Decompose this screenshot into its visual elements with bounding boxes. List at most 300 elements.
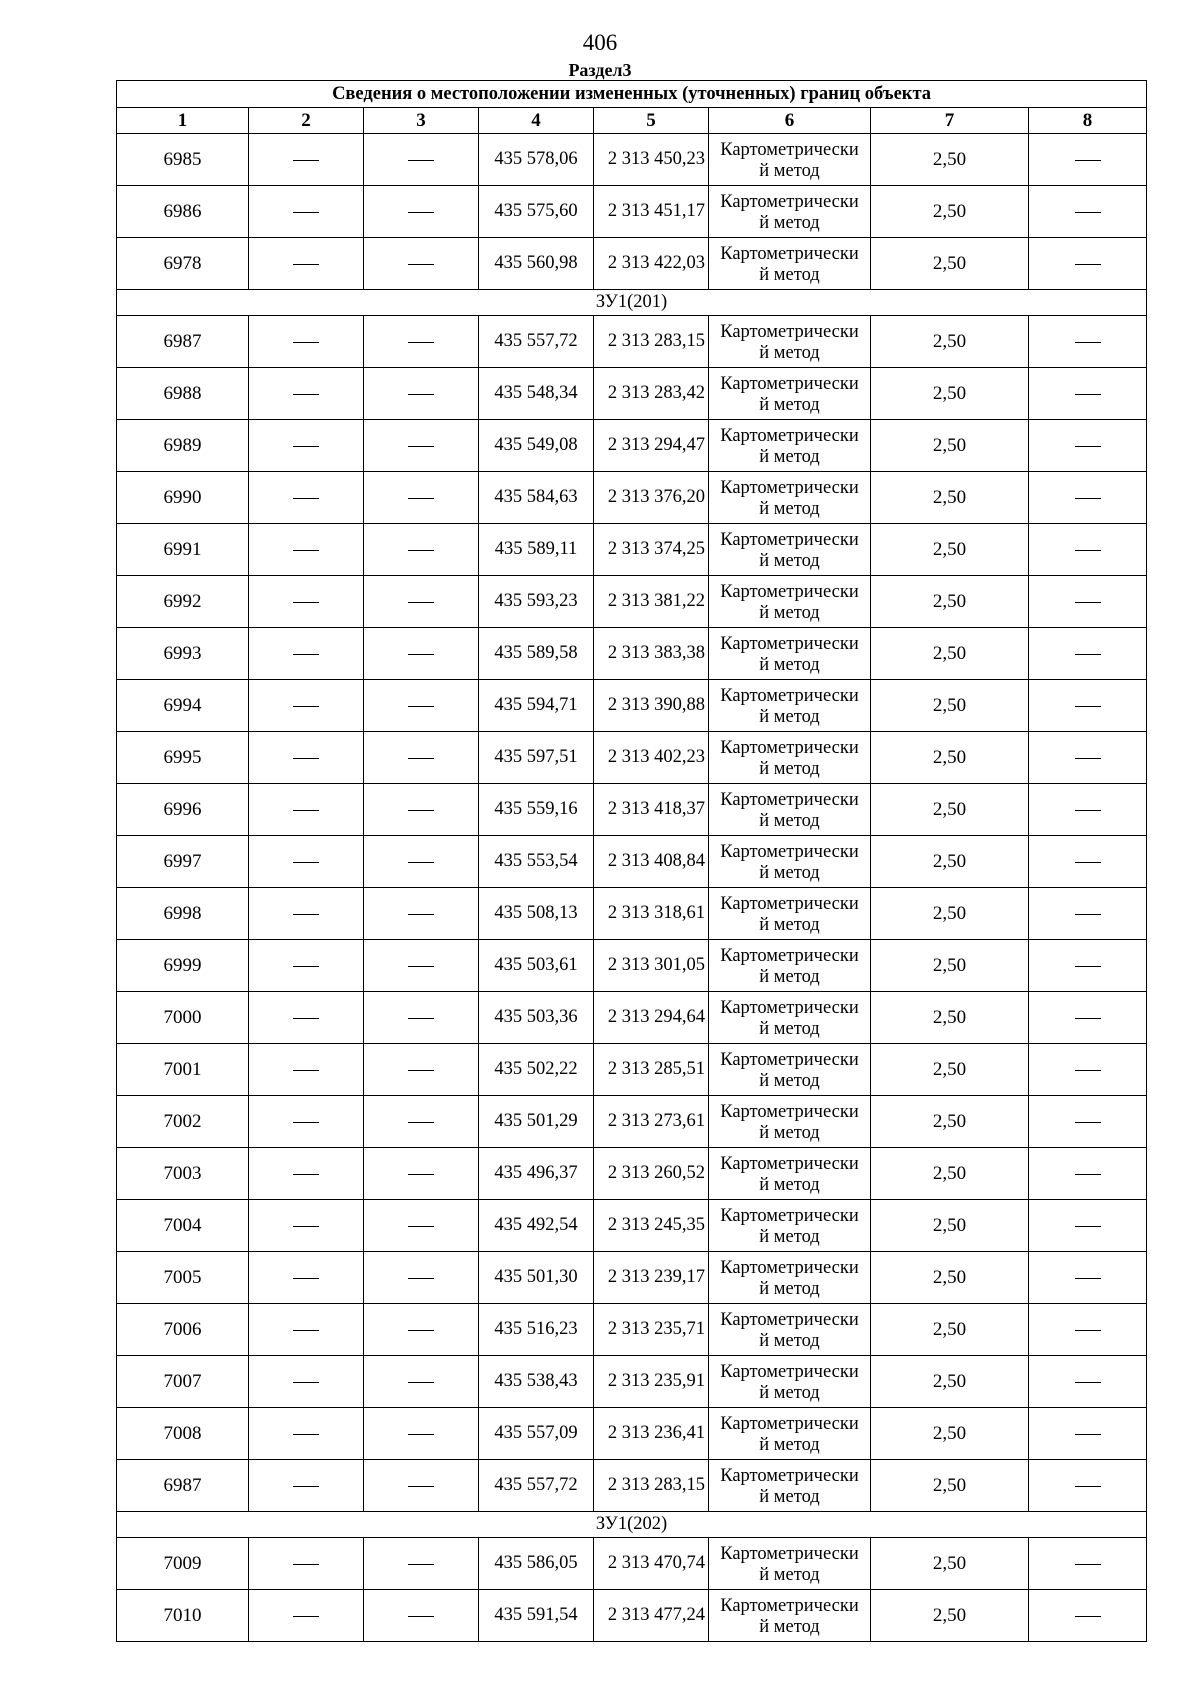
empty-value-cell (249, 992, 364, 1044)
method-line-1: Картометрически (720, 139, 859, 160)
accuracy-cell: 2,50 (871, 368, 1029, 420)
point-number-cell: 7007 (117, 1356, 249, 1408)
accuracy-cell: 2,50 (871, 1460, 1029, 1512)
y-coordinate-cell: 2 313 477,24 (594, 1590, 709, 1642)
method-cell (709, 888, 871, 940)
x-coordinate-cell: 435 502,22 (479, 1044, 594, 1096)
point-number-cell: 6999 (117, 940, 249, 992)
x-coordinate-cell: 435 575,60 (479, 186, 594, 238)
point-number-cell: 7003 (117, 1148, 249, 1200)
dash-mark (1075, 394, 1101, 395)
x-coordinate-cell: 435 516,23 (479, 1304, 594, 1356)
method-line-1: Картометрически (720, 373, 859, 394)
method-line-1: Картометрически (720, 1153, 859, 1174)
dash-mark (408, 1564, 434, 1565)
method-line-1: Картометрически (720, 1309, 859, 1330)
dash-mark (293, 1018, 319, 1019)
dash-mark (1075, 914, 1101, 915)
empty-value-cell (364, 1044, 479, 1096)
dash-mark (408, 550, 434, 551)
empty-value-cell (364, 238, 479, 290)
accuracy-cell: 2,50 (871, 134, 1029, 186)
table-row (117, 576, 1147, 628)
empty-value-cell (1029, 420, 1147, 472)
y-coordinate-cell: 2 313 451,17 (594, 186, 709, 238)
empty-value-cell (1029, 992, 1147, 1044)
dash-mark (293, 758, 319, 759)
point-number-cell: 6991 (117, 524, 249, 576)
dash-mark (293, 966, 319, 967)
group-label: ЗУ1(202) (117, 1512, 1147, 1538)
method-line-1: Картометрически (720, 737, 859, 758)
method-cell (709, 186, 871, 238)
dash-mark (408, 758, 434, 759)
empty-value-cell (1029, 368, 1147, 420)
accuracy-cell: 2,50 (871, 680, 1029, 732)
empty-value-cell (1029, 1460, 1147, 1512)
column-number-1: 1 (117, 108, 249, 134)
group-row (117, 290, 1147, 316)
group-row (117, 1512, 1147, 1538)
empty-value-cell (1029, 1252, 1147, 1304)
dash-mark (408, 446, 434, 447)
dash-mark (408, 212, 434, 213)
method-line-1: Картометрически (720, 1205, 859, 1226)
x-coordinate-cell: 435 557,72 (479, 1460, 594, 1512)
y-coordinate-cell: 2 313 294,64 (594, 992, 709, 1044)
empty-value-cell (249, 1460, 364, 1512)
empty-value-cell (249, 1590, 364, 1642)
x-coordinate-cell: 435 597,51 (479, 732, 594, 784)
empty-value-cell (364, 134, 479, 186)
table-caption: Сведения о местоположении измененных (уточненных) границ объекта (117, 81, 1147, 108)
dash-mark (293, 1330, 319, 1331)
x-coordinate-cell: 435 538,43 (479, 1356, 594, 1408)
empty-value-cell (1029, 1200, 1147, 1252)
dash-mark (1075, 1174, 1101, 1175)
empty-value-cell (249, 784, 364, 836)
dash-mark (1075, 810, 1101, 811)
dash-mark (408, 1226, 434, 1227)
accuracy-cell: 2,50 (871, 316, 1029, 368)
x-coordinate-cell: 435 584,63 (479, 472, 594, 524)
x-coordinate-cell: 435 559,16 (479, 784, 594, 836)
table-row (117, 1096, 1147, 1148)
column-number-4: 4 (479, 108, 594, 134)
table-row (117, 368, 1147, 420)
empty-value-cell (249, 1200, 364, 1252)
dash-mark (408, 914, 434, 915)
dash-mark (1075, 1278, 1101, 1279)
table-row (117, 316, 1147, 368)
dash-mark (293, 654, 319, 655)
empty-value-cell (1029, 940, 1147, 992)
column-number-2: 2 (249, 108, 364, 134)
method-cell (709, 992, 871, 1044)
method-line-2: й метод (759, 498, 820, 519)
dash-mark (408, 1382, 434, 1383)
point-number-cell: 6988 (117, 368, 249, 420)
empty-value-cell (249, 732, 364, 784)
empty-value-cell (1029, 1096, 1147, 1148)
table-row (117, 1044, 1147, 1096)
empty-value-cell (364, 420, 479, 472)
method-line-1: Картометрически (720, 1595, 859, 1616)
dash-mark (293, 1278, 319, 1279)
dash-mark (293, 498, 319, 499)
x-coordinate-cell: 435 549,08 (479, 420, 594, 472)
empty-value-cell (1029, 1148, 1147, 1200)
accuracy-cell: 2,50 (871, 836, 1029, 888)
dash-mark (408, 160, 434, 161)
method-line-2: й метод (759, 706, 820, 727)
empty-value-cell (1029, 1356, 1147, 1408)
empty-value-cell (364, 940, 479, 992)
x-coordinate-cell: 435 578,06 (479, 134, 594, 186)
method-cell (709, 1200, 871, 1252)
empty-value-cell (1029, 576, 1147, 628)
method-line-1: Картометрически (720, 243, 859, 264)
method-cell (709, 420, 871, 472)
method-line-2: й метод (759, 654, 820, 675)
table-row (117, 992, 1147, 1044)
x-coordinate-cell: 435 492,54 (479, 1200, 594, 1252)
table-row (117, 1200, 1147, 1252)
y-coordinate-cell: 2 313 283,42 (594, 368, 709, 420)
method-line-2: й метод (759, 810, 820, 831)
dash-mark (408, 342, 434, 343)
y-coordinate-cell: 2 313 285,51 (594, 1044, 709, 1096)
method-line-2: й метод (759, 1122, 820, 1143)
y-coordinate-cell: 2 313 283,15 (594, 1460, 709, 1512)
dash-mark (1075, 160, 1101, 161)
dash-mark (293, 1486, 319, 1487)
empty-value-cell (1029, 1304, 1147, 1356)
table-row (117, 1460, 1147, 1512)
method-line-1: Картометрически (720, 477, 859, 498)
dash-mark (1075, 758, 1101, 759)
method-cell (709, 134, 871, 186)
column-number-5: 5 (594, 108, 709, 134)
method-line-2: й метод (759, 914, 820, 935)
table-row (117, 1538, 1147, 1590)
empty-value-cell (364, 680, 479, 732)
y-coordinate-cell: 2 313 318,61 (594, 888, 709, 940)
dash-mark (1075, 1018, 1101, 1019)
x-coordinate-cell: 435 586,05 (479, 1538, 594, 1590)
dash-mark (1075, 498, 1101, 499)
point-number-cell: 6992 (117, 576, 249, 628)
method-cell (709, 940, 871, 992)
method-line-2: й метод (759, 1174, 820, 1195)
table-row (117, 1408, 1147, 1460)
empty-value-cell (364, 1200, 479, 1252)
empty-value-cell (249, 186, 364, 238)
y-coordinate-cell: 2 313 374,25 (594, 524, 709, 576)
point-number-cell: 7008 (117, 1408, 249, 1460)
group-label: ЗУ1(201) (117, 290, 1147, 316)
method-line-2: й метод (759, 1070, 820, 1091)
section-title: Раздел3 (568, 60, 632, 80)
y-coordinate-cell: 2 313 376,20 (594, 472, 709, 524)
point-number-cell: 6985 (117, 134, 249, 186)
empty-value-cell (249, 316, 364, 368)
dash-mark (293, 1434, 319, 1435)
dash-mark (408, 1070, 434, 1071)
dash-mark (408, 1278, 434, 1279)
point-number-cell: 7010 (117, 1590, 249, 1642)
empty-value-cell (249, 836, 364, 888)
dash-mark (408, 966, 434, 967)
x-coordinate-cell: 435 503,61 (479, 940, 594, 992)
method-cell (709, 472, 871, 524)
method-cell (709, 1590, 871, 1642)
empty-value-cell (1029, 732, 1147, 784)
method-cell (709, 1356, 871, 1408)
method-line-2: й метод (759, 1616, 820, 1637)
dash-mark (1075, 654, 1101, 655)
point-number-cell: 6993 (117, 628, 249, 680)
x-coordinate-cell: 435 589,58 (479, 628, 594, 680)
method-line-2: й метод (759, 1564, 820, 1585)
method-cell (709, 1408, 871, 1460)
dash-mark (1075, 264, 1101, 265)
column-number-6: 6 (709, 108, 871, 134)
table-row (117, 1148, 1147, 1200)
empty-value-cell (1029, 1408, 1147, 1460)
table-row (117, 628, 1147, 680)
dash-mark (1075, 1564, 1101, 1565)
dash-mark (408, 654, 434, 655)
dash-mark (293, 446, 319, 447)
method-line-2: й метод (759, 966, 820, 987)
empty-value-cell (1029, 524, 1147, 576)
method-line-2: й метод (759, 1330, 820, 1351)
table-row (117, 940, 1147, 992)
dash-mark (293, 1070, 319, 1071)
table-row (117, 784, 1147, 836)
empty-value-cell (1029, 680, 1147, 732)
table-row (117, 134, 1147, 186)
method-line-2: й метод (759, 160, 820, 181)
empty-value-cell (1029, 1538, 1147, 1590)
empty-value-cell (1029, 316, 1147, 368)
empty-value-cell (364, 368, 479, 420)
point-number-cell: 6987 (117, 316, 249, 368)
dash-mark (1075, 1070, 1101, 1071)
table-row (117, 680, 1147, 732)
accuracy-cell: 2,50 (871, 238, 1029, 290)
empty-value-cell (249, 576, 364, 628)
x-coordinate-cell: 435 501,29 (479, 1096, 594, 1148)
method-line-1: Картометрически (720, 685, 859, 706)
point-number-cell: 7005 (117, 1252, 249, 1304)
method-line-2: й метод (759, 446, 820, 467)
empty-value-cell (364, 1538, 479, 1590)
empty-value-cell (249, 238, 364, 290)
empty-value-cell (249, 1538, 364, 1590)
empty-value-cell (1029, 1590, 1147, 1642)
table-row (117, 1590, 1147, 1642)
method-cell (709, 1044, 871, 1096)
x-coordinate-cell: 435 548,34 (479, 368, 594, 420)
x-coordinate-cell: 435 503,36 (479, 992, 594, 1044)
x-coordinate-cell: 435 557,72 (479, 316, 594, 368)
y-coordinate-cell: 2 313 402,23 (594, 732, 709, 784)
dash-mark (1075, 1616, 1101, 1617)
empty-value-cell (1029, 186, 1147, 238)
dash-mark (293, 394, 319, 395)
dash-mark (1075, 602, 1101, 603)
accuracy-cell: 2,50 (871, 576, 1029, 628)
empty-value-cell (249, 1408, 364, 1460)
empty-value-cell (249, 1044, 364, 1096)
dash-mark (293, 1122, 319, 1123)
empty-value-cell (249, 420, 364, 472)
method-cell (709, 1096, 871, 1148)
empty-value-cell (364, 1460, 479, 1512)
method-line-2: й метод (759, 212, 820, 233)
table-row (117, 732, 1147, 784)
dash-mark (293, 1174, 319, 1175)
y-coordinate-cell: 2 313 408,84 (594, 836, 709, 888)
method-line-1: Картометрически (720, 841, 859, 862)
method-line-2: й метод (759, 550, 820, 571)
empty-value-cell (249, 1148, 364, 1200)
column-number-3: 3 (364, 108, 479, 134)
dash-mark (408, 862, 434, 863)
point-number-cell: 6995 (117, 732, 249, 784)
dash-mark (293, 1382, 319, 1383)
table-row (117, 1356, 1147, 1408)
dash-mark (408, 1434, 434, 1435)
empty-value-cell (1029, 784, 1147, 836)
accuracy-cell: 2,50 (871, 732, 1029, 784)
empty-value-cell (249, 472, 364, 524)
method-line-1: Картометрически (720, 633, 859, 654)
empty-value-cell (249, 680, 364, 732)
x-coordinate-cell: 435 560,98 (479, 238, 594, 290)
dash-mark (293, 212, 319, 213)
method-cell (709, 732, 871, 784)
table-row (117, 1252, 1147, 1304)
x-coordinate-cell: 435 496,37 (479, 1148, 594, 1200)
empty-value-cell (249, 524, 364, 576)
dash-mark (408, 1018, 434, 1019)
table-row (117, 238, 1147, 290)
x-coordinate-cell: 435 591,54 (479, 1590, 594, 1642)
empty-value-cell (364, 1096, 479, 1148)
accuracy-cell: 2,50 (871, 186, 1029, 238)
y-coordinate-cell: 2 313 381,22 (594, 576, 709, 628)
accuracy-cell: 2,50 (871, 420, 1029, 472)
dash-mark (1075, 212, 1101, 213)
empty-value-cell (1029, 628, 1147, 680)
accuracy-cell: 2,50 (871, 1044, 1029, 1096)
empty-value-cell (249, 1252, 364, 1304)
point-number-cell: 6997 (117, 836, 249, 888)
x-coordinate-cell: 435 553,54 (479, 836, 594, 888)
dash-mark (293, 1226, 319, 1227)
dash-mark (408, 810, 434, 811)
method-line-1: Картометрически (720, 191, 859, 212)
empty-value-cell (364, 1148, 479, 1200)
dash-mark (293, 706, 319, 707)
table-row (117, 186, 1147, 238)
accuracy-cell: 2,50 (871, 1538, 1029, 1590)
table-row (117, 420, 1147, 472)
method-line-1: Картометрически (720, 1257, 859, 1278)
point-number-cell: 6989 (117, 420, 249, 472)
method-line-2: й метод (759, 1486, 820, 1507)
method-line-1: Картометрически (720, 581, 859, 602)
y-coordinate-cell: 2 313 273,61 (594, 1096, 709, 1148)
y-coordinate-cell: 2 313 470,74 (594, 1538, 709, 1590)
accuracy-cell: 2,50 (871, 524, 1029, 576)
column-number-7: 7 (871, 108, 1029, 134)
point-number-cell: 6986 (117, 186, 249, 238)
empty-value-cell (364, 1252, 479, 1304)
column-number-row (117, 108, 1147, 134)
empty-value-cell (364, 186, 479, 238)
accuracy-cell: 2,50 (871, 1408, 1029, 1460)
y-coordinate-cell: 2 313 390,88 (594, 680, 709, 732)
accuracy-cell: 2,50 (871, 992, 1029, 1044)
method-cell (709, 1304, 871, 1356)
method-line-2: й метод (759, 602, 820, 623)
dash-mark (408, 1122, 434, 1123)
empty-value-cell (364, 1408, 479, 1460)
point-number-cell: 6978 (117, 238, 249, 290)
empty-value-cell (1029, 238, 1147, 290)
accuracy-cell: 2,50 (871, 1590, 1029, 1642)
empty-value-cell (249, 628, 364, 680)
dash-mark (1075, 1486, 1101, 1487)
empty-value-cell (364, 888, 479, 940)
method-line-1: Картометрически (720, 893, 859, 914)
empty-value-cell (249, 888, 364, 940)
method-line-2: й метод (759, 342, 820, 363)
dash-mark (1075, 1226, 1101, 1227)
method-line-2: й метод (759, 264, 820, 285)
accuracy-cell: 2,50 (871, 1304, 1029, 1356)
dash-mark (1075, 342, 1101, 343)
table-row (117, 1304, 1147, 1356)
accuracy-cell: 2,50 (871, 1200, 1029, 1252)
dash-mark (1075, 1434, 1101, 1435)
y-coordinate-cell: 2 313 294,47 (594, 420, 709, 472)
point-number-cell: 6996 (117, 784, 249, 836)
point-number-cell: 6994 (117, 680, 249, 732)
method-line-1: Картометрически (720, 529, 859, 550)
method-line-1: Картометрически (720, 1413, 859, 1434)
x-coordinate-cell: 435 593,23 (479, 576, 594, 628)
dash-mark (1075, 1330, 1101, 1331)
accuracy-cell: 2,50 (871, 784, 1029, 836)
method-line-2: й метод (759, 1278, 820, 1299)
dash-mark (408, 498, 434, 499)
empty-value-cell (1029, 134, 1147, 186)
empty-value-cell (249, 368, 364, 420)
empty-value-cell (249, 940, 364, 992)
dash-mark (1075, 706, 1101, 707)
method-line-1: Картометрически (720, 425, 859, 446)
empty-value-cell (364, 1356, 479, 1408)
accuracy-cell: 2,50 (871, 1356, 1029, 1408)
method-line-2: й метод (759, 862, 820, 883)
dash-mark (1075, 1382, 1101, 1383)
dash-mark (1075, 1122, 1101, 1123)
